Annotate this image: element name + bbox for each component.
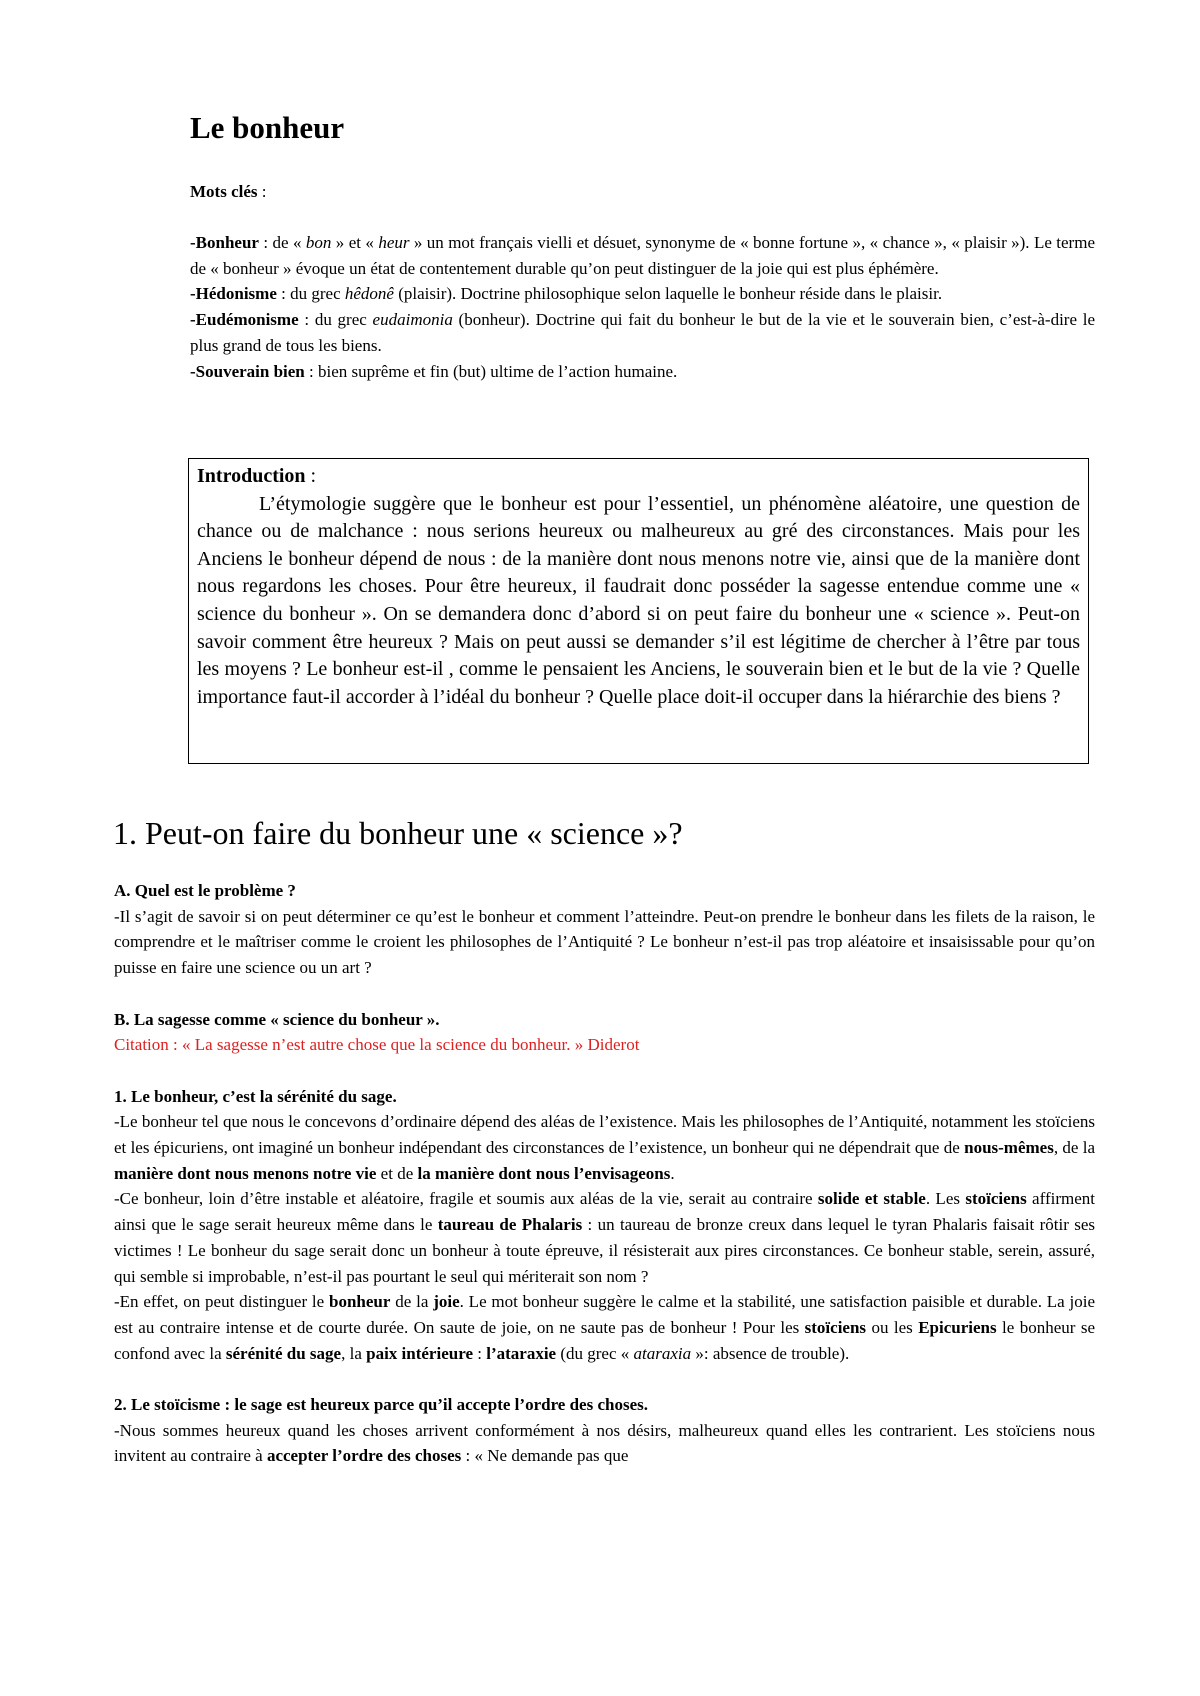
page-title: Le bonheur — [190, 110, 345, 145]
definition-souverain-bien — [190, 359, 1095, 385]
bold-text: stoïciens — [804, 1317, 867, 1337]
subsection-b-heading: B. La sagesse comme « science du bonheur ». — [114, 1009, 440, 1029]
text: le bonheur se confond avec la — [114, 1317, 1096, 1363]
subsection-a-heading: A. Quel est le problème ? — [114, 881, 296, 900]
introduction-text: L’étymologie suggère que le bonheur est pour l’essentiel, un phénomène aléatoire, une question de chance ou de malchance : nous serions heureux ou malheureux au gré des circonstances. Mais pour les Anciens le bonheur dépend de nous : de la manière dont nous menons notre vie, ainsi que de la manière dont nous regardons les choses. Pour être heureux, il faudrait donc posséder la sagesse entendue comme une « science du bonheur ». On se demandera donc d’abord si on peut faire du bonheur une « science ». Peut-on savoir comment être heureux ? Mais on peut aussi se demander s’il est légitime de chercher à l’être par tous les moyens ? Le bonheur est-il , comme le pensaient les Anciens, le souverain bien et le but de la vie ? Quelle importance faut-il accorder à l’idéal du bonheur ? Quelle place doit-il occuper dans la hiérarchie des biens ? — [197, 492, 1080, 708]
text: -Le bonheur tel que nous le concevons d’ordinaire dépend des aléas de l’existence. Mais les philosophes de l’Antiquité, notamment les stoïciens et les épicuriens, ont imaginé un bonheur indépendant des circonstances de l’existence, un bonheur qui ne dépendrait que de — [114, 1112, 1096, 1157]
italic-word: ataraxia — [633, 1343, 692, 1363]
italic-word: bon — [305, 233, 332, 252]
keywords-label-text: Mots clés — [190, 182, 258, 201]
bold-text: solide et stable — [817, 1189, 926, 1209]
text: (plaisir). Doctrine philosophique selon laquelle le bonheur réside dans le plaisir. — [393, 284, 943, 304]
text: : — [473, 1343, 487, 1363]
text: , la — [341, 1343, 367, 1363]
term-eudemonisme: -Eudémonisme — [190, 310, 299, 330]
spacer — [114, 981, 1095, 1007]
text: : du grec — [298, 310, 373, 330]
definition-hedonisme — [190, 281, 1095, 307]
introduction-heading-text: Introduction — [197, 465, 306, 487]
spacer — [114, 1058, 1095, 1084]
point-1-paragraph-3 — [114, 1289, 1095, 1366]
bold-text: sérénité du sage — [225, 1343, 342, 1363]
introduction-box — [188, 458, 1089, 764]
text: et de — [376, 1163, 418, 1183]
text: -Ce bonheur, loin d’être instable et aléatoire, fragile et soumis aux aléas de la vie, serait au contraire — [114, 1189, 818, 1209]
bold-text: la manière dont nous l’envisageons — [417, 1163, 671, 1183]
definition-eudemonisme — [190, 307, 1095, 358]
text: -Nous sommes heureux quand les choses arrivent conformément à nos désirs, malheureux quand elles les contrarient. Les stoïciens nous invitent au contraire à — [114, 1420, 1095, 1466]
italic-word: eudaimonia — [372, 310, 453, 330]
text: : « Ne demande pas que — [461, 1446, 629, 1466]
text: » et « — [331, 233, 379, 252]
subsection-a-text: -Il s’agit de savoir si on peut déterminer ce qu’est le bonheur et comment l’atteindre. Peut-on prendre le bonheur dans les filets de la raison, le comprendre et le maîtriser comme le croient les philosophes de l’Antiquité ? Le bonheur n’est-il pas trop aléatoire et insaisissable pour qu’on puisse en faire une science ou un art ? — [114, 906, 1095, 978]
term-souverain-bien: -Souverain bien — [190, 361, 305, 381]
text: . — [670, 1163, 675, 1183]
bold-text: stoïciens — [965, 1189, 1027, 1209]
bold-text: Epicuriens — [918, 1317, 997, 1337]
text: . Le mot bonheur suggère le calme et la stabilité, une satisfaction paisible et durable. La joie est au contraire intense et de courte durée. On saute de joie, on ne saute pas de bonheur ! Pour les — [114, 1292, 1095, 1337]
term-hedonisme: -Hédonisme — [190, 284, 277, 304]
keywords-label-suffix: : — [257, 182, 267, 201]
bold-text: l’ataraxie — [486, 1343, 557, 1363]
text: ou les — [866, 1317, 919, 1337]
introduction-heading — [197, 463, 1080, 491]
definition-bonheur — [190, 230, 1095, 281]
citation: Citation : « La sagesse n’est autre chose que la science du bonheur. » Diderot — [114, 1035, 640, 1055]
point-1-paragraph-2 — [114, 1186, 1095, 1289]
point-1-paragraph-1 — [114, 1109, 1095, 1186]
point-2-heading: 2. Le stoïcisme : le sage est heureux parce qu’il accepte l’ordre des choses. — [114, 1395, 648, 1415]
section-body — [114, 878, 1095, 1469]
bold-text: nous-mêmes — [964, 1138, 1054, 1157]
text: : bien suprême et fin (but) ultime de l’action humaine. — [304, 361, 678, 381]
text: de la — [390, 1292, 434, 1312]
keywords-definitions — [190, 230, 1095, 384]
point-2-paragraph-1 — [114, 1418, 1095, 1469]
text: affirment ainsi que le sage serait heureux même dans le — [114, 1189, 1095, 1235]
text: : du grec — [276, 284, 345, 304]
bold-text: paix intérieure — [366, 1343, 473, 1363]
text: » un mot français vielli et désuet, synonyme de « bonne fortune », « chance », « plaisir »). Le terme de « bonheur » évoque un état de contentement durable qu’on peut distinguer de la joie qui est plus éphémère. — [190, 233, 1095, 278]
introduction-heading-suffix: : — [305, 465, 317, 487]
bold-text: taureau de Phalaris — [437, 1215, 583, 1235]
text: , de la — [1053, 1138, 1095, 1157]
term-bonheur: -Bonheur — [190, 233, 259, 252]
section-heading: 1. Peut-on faire du bonheur une « science »? — [113, 815, 683, 851]
bold-text: bonheur — [329, 1292, 391, 1312]
text: . Les — [925, 1189, 966, 1209]
bold-text: accepter l’ordre des choses — [266, 1446, 462, 1466]
italic-word: heur — [378, 233, 410, 252]
text: (du grec « — [556, 1343, 634, 1363]
point-1-heading: 1. Le bonheur, c’est la sérénité du sage. — [114, 1086, 397, 1106]
bold-text: joie — [433, 1292, 460, 1312]
text: »: absence de trouble). — [691, 1343, 850, 1363]
italic-word: hêdonê — [344, 284, 394, 304]
text: : de « — [258, 233, 306, 252]
bold-text: manière dont nous menons notre vie — [114, 1163, 377, 1183]
text: : un taureau de bronze creux dans lequel le tyran Phalaris faisait rôtir ses victimes ! Le bonheur du sage serait donc un bonheur à toute épreuve, il résisterait aux pires circonstances. Ce bonheur stable, serein, assuré, qui semble si improbable, n’est-il pas pourtant le seul qui mériterait son nom ? — [114, 1215, 1095, 1286]
spacer — [114, 1366, 1095, 1392]
keywords-label — [190, 182, 267, 202]
text: (bonheur). Doctrine qui fait du bonheur le but de la vie et le souverain bien, c’est-à-dire le plus grand de tous les biens. — [190, 310, 1096, 355]
text: -En effet, on peut distinguer le — [114, 1292, 330, 1312]
